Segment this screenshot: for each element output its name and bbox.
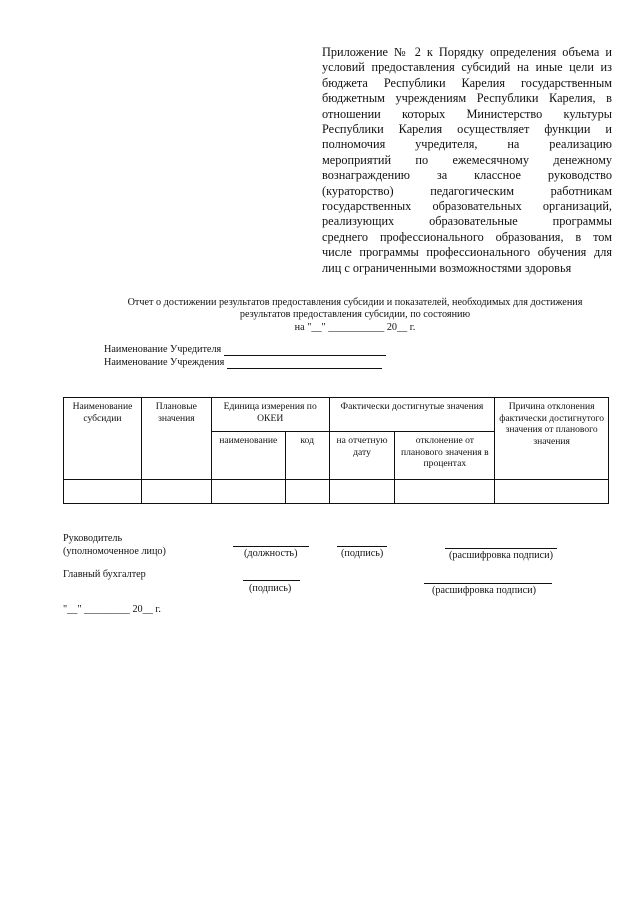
appendix-line: отношении которых Министерство культуры — [322, 106, 612, 121]
appendix-line: вознаграждению за классное руководство — [322, 168, 612, 183]
institution-label: Наименование Учреждения — [104, 357, 225, 368]
accountant-signature-caption: (подпись) — [249, 583, 292, 594]
accountant-signature-line[interactable] — [243, 580, 300, 581]
header-subsidy: Наименование субсидии — [64, 398, 142, 480]
header-actual: Фактически достигнутые значения — [329, 398, 495, 432]
signature-caption: (подпись) — [341, 548, 384, 559]
founder-row — [104, 344, 386, 356]
appendix-line: государственных образовательных организаций, — [322, 199, 612, 214]
cell-subsidy[interactable] — [64, 480, 142, 504]
table-row — [64, 480, 609, 504]
appendix-line: Республики Карелия осуществляет функции и — [322, 122, 612, 137]
header-reason: Причина отклонения фактически достигнутого значения от планового значения — [495, 398, 609, 480]
cell-actual-date[interactable] — [329, 480, 395, 504]
appendix-line: среднего профессионального образования, в том — [322, 229, 612, 244]
institution-row — [104, 357, 382, 369]
report-title-line-1: Отчет о достижении результатов предоставления субсидии и показателей, необходимых для достижения — [127, 297, 583, 308]
head-sub-label: (уполномоченное лицо) — [63, 546, 166, 557]
cell-unit-name[interactable] — [211, 480, 285, 504]
cell-planned[interactable] — [141, 480, 211, 504]
position-caption: (должность) — [244, 548, 298, 559]
head-label: Руководитель — [63, 533, 123, 544]
cell-reason[interactable] — [495, 480, 609, 504]
header-unit-name: наименование — [211, 432, 285, 480]
appendix-line: (кураторство) педагогическим работникам — [322, 183, 612, 198]
decryption-line[interactable] — [445, 548, 557, 549]
header-unit-code: код — [285, 432, 329, 480]
report-title — [100, 297, 610, 334]
table-header-row — [64, 398, 609, 432]
appendix-line: реализующих образовательные программы — [322, 214, 612, 229]
appendix-header — [322, 45, 612, 276]
report-date-line: на "__" ___________ 20__ г. — [294, 321, 416, 333]
appendix-line: Приложение № 2 к Порядку определения объема и — [322, 45, 612, 59]
accountant-decryption-caption: (расшифровка подписи) — [432, 585, 536, 596]
decryption-caption: (расшифровка подписи) — [449, 550, 553, 561]
institution-field[interactable] — [227, 358, 382, 369]
header-actual-deviation: отклонение от планового значения в процентах — [395, 432, 495, 480]
founder-field[interactable] — [224, 345, 386, 356]
accountant-decryption-line[interactable] — [424, 583, 552, 584]
header-planned: Плановые значения — [141, 398, 211, 480]
header-actual-date: на отчетную дату — [329, 432, 395, 480]
signature-line[interactable] — [337, 546, 387, 547]
cell-unit-code[interactable] — [285, 480, 329, 504]
cell-actual-deviation[interactable] — [395, 480, 495, 504]
appendix-line: бюджета Республики Карелия государственным — [322, 75, 612, 90]
founder-label: Наименование Учредителя — [104, 344, 222, 355]
report-title-line-2: результатов предоставления субсидии, по состоянию — [239, 309, 471, 321]
accountant-label: Главный бухгалтер — [63, 569, 146, 580]
appendix-line: бюджетным учреждениям Республики Карелия, в — [322, 91, 612, 106]
appendix-line: полномочия учредителя, на реализацию — [322, 137, 612, 152]
appendix-line: мероприятий по ежемесячному денежному — [322, 152, 612, 167]
appendix-line: условий предоставления субсидий на иные цели из — [322, 60, 612, 75]
header-unit: Единица измерения по ОКЕИ — [211, 398, 329, 432]
report-table — [63, 397, 609, 504]
appendix-line: лиц с ограниченными возможностями здоровья — [322, 260, 572, 275]
signature-date-line: "__" _________ 20__ г. — [63, 604, 161, 615]
position-line[interactable] — [233, 546, 309, 547]
appendix-line: числе программы профессионального обучения для — [322, 245, 612, 260]
